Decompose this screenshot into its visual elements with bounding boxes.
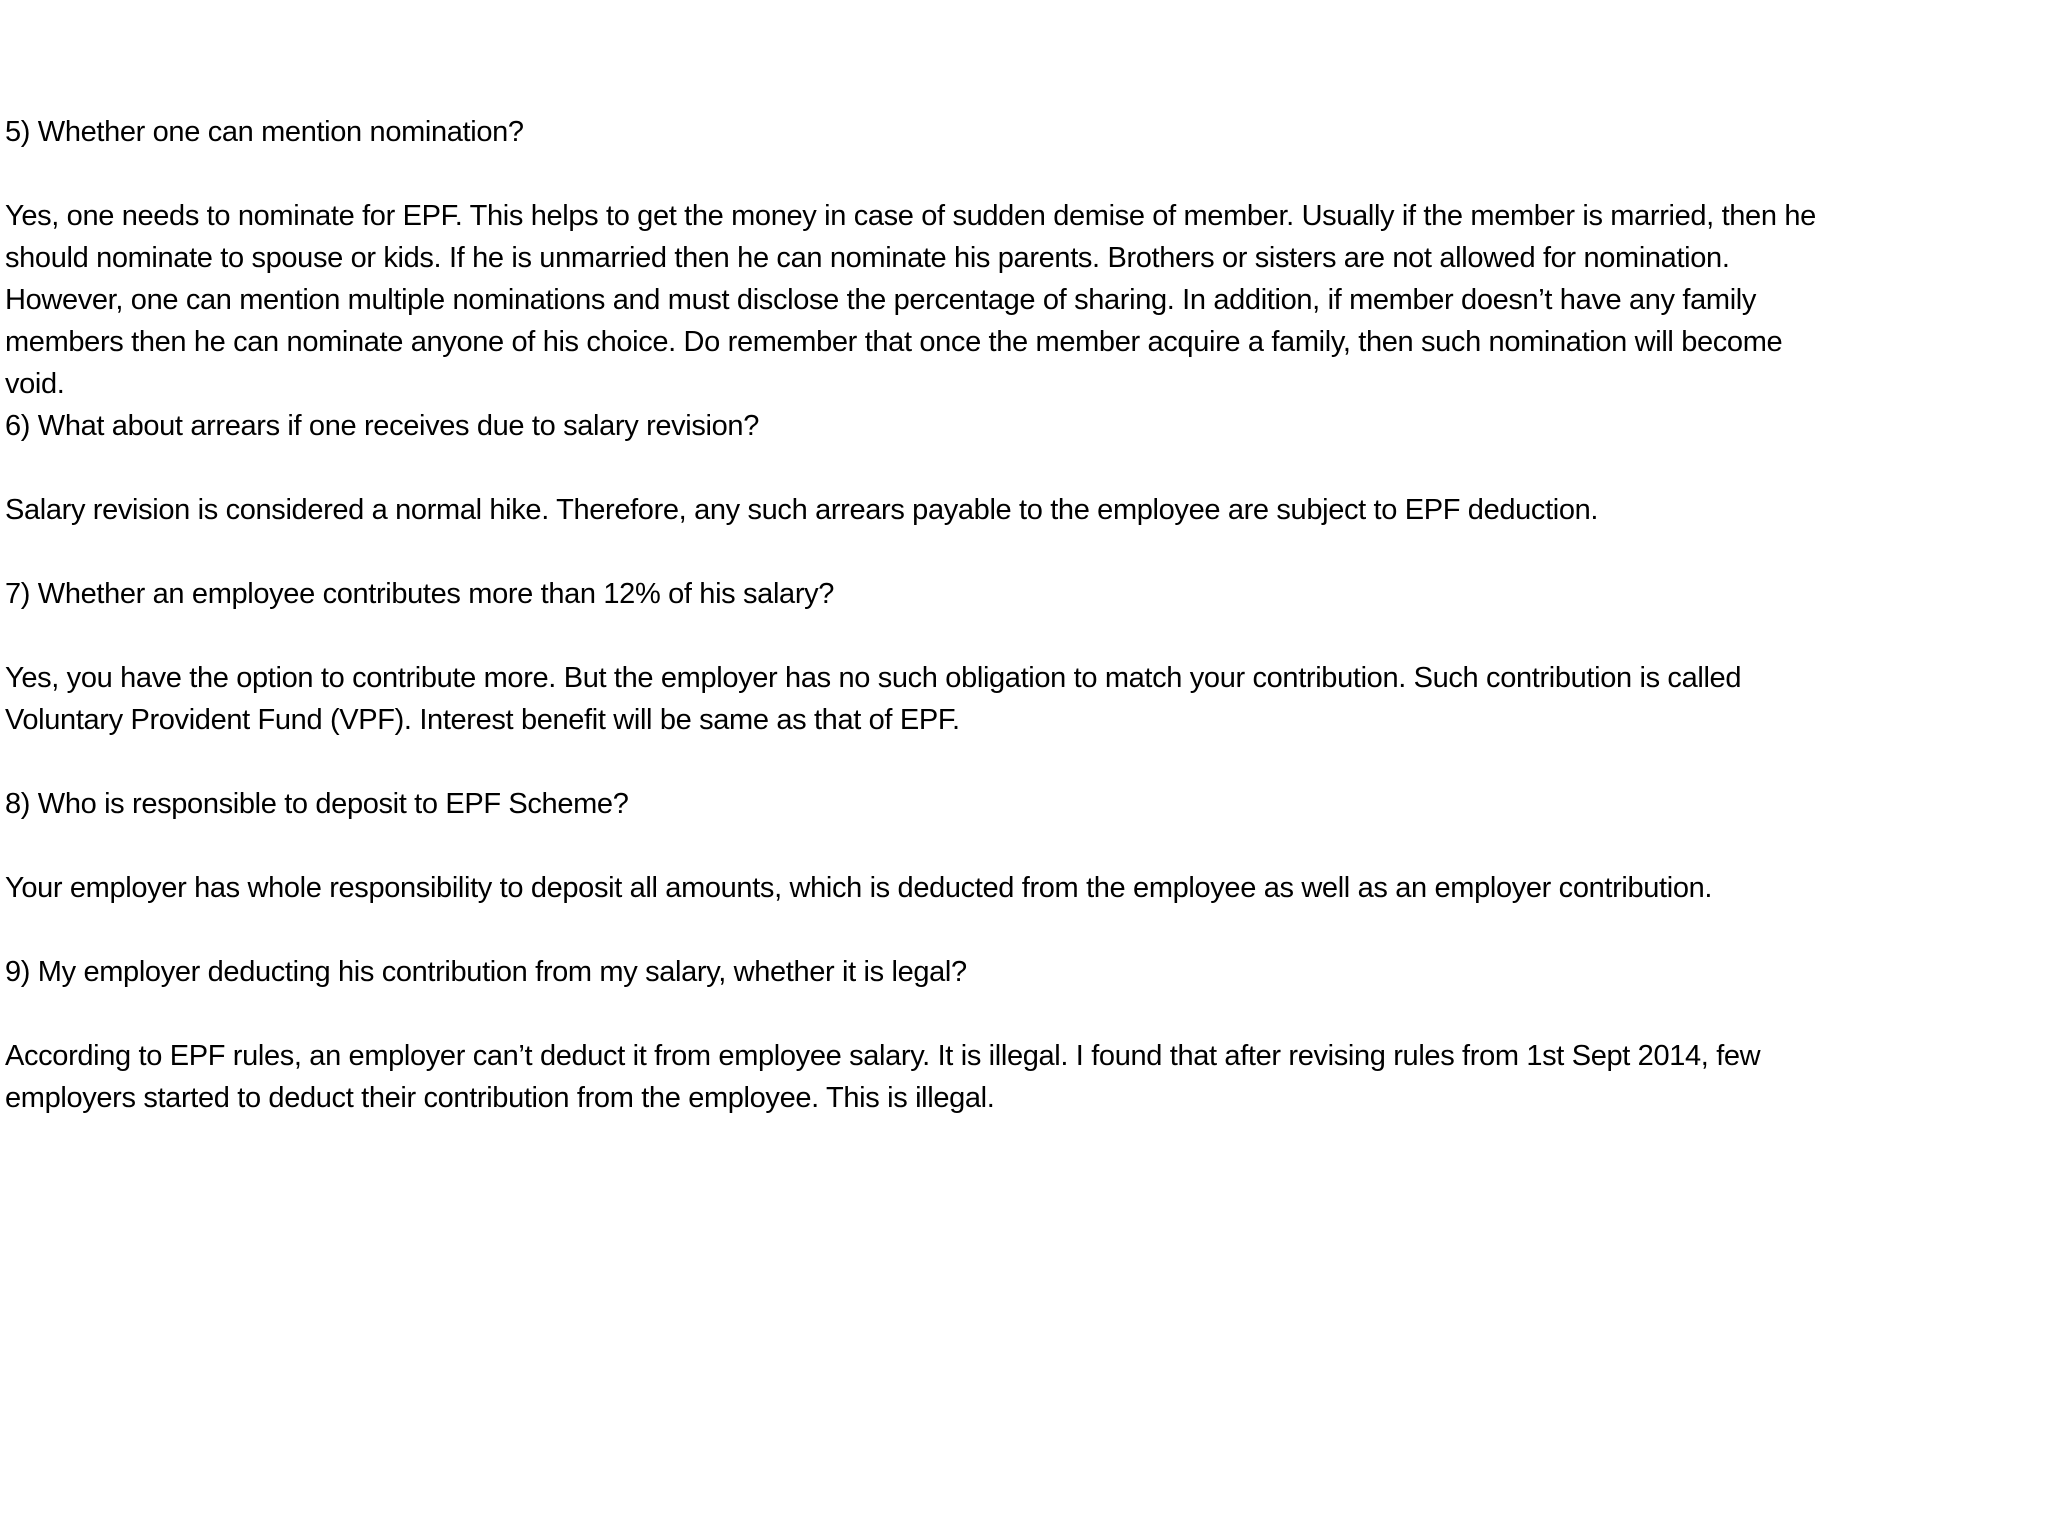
answer-9-line-2: employers started to deduct their contribution from the employee. This is illegal. xyxy=(5,1082,995,1114)
answer-8-line-1: Your employer has whole responsibility to deposit all amounts, which is deducted from the employee as well as an employer contribution. xyxy=(5,872,1713,904)
answer-7-line-2: Voluntary Provident Fund (VPF). Interest benefit will be same as that of EPF. xyxy=(5,704,960,736)
answer-7-line-1: Yes, you have the option to contribute more. But the employer has no such obligation to match your contribution. Such contribution is called xyxy=(5,662,1742,694)
question-5: 5) Whether one can mention nomination? xyxy=(5,116,524,148)
question-7: 7) Whether an employee contributes more than 12% of his salary? xyxy=(5,578,835,610)
answer-5-line-3: However, one can mention multiple nominations and must disclose the percentage of sharing. In addition, if member doesn’t have any family xyxy=(5,284,1757,316)
question-8: 8) Who is responsible to deposit to EPF Scheme? xyxy=(5,788,629,820)
answer-5-line-1: Yes, one needs to nominate for EPF. This helps to get the money in case of sudden demise of member. Usually if the member is married, then he xyxy=(5,200,1816,232)
answer-5-line-2: should nominate to spouse or kids. If he is unmarried then he can nominate his parents. Brothers or sisters are not allowed for nomination. xyxy=(5,242,1730,274)
answer-9-line-1: According to EPF rules, an employer can’t deduct it from employee salary. It is illegal. I found that after revising rules from 1st Sept 2014, few xyxy=(5,1040,1761,1072)
answer-6-line-1: Salary revision is considered a normal hike. Therefore, any such arrears payable to the employee are subject to EPF deduction. xyxy=(5,494,1599,526)
answer-5-line-5: void. xyxy=(5,368,65,400)
question-9: 9) My employer deducting his contribution from my salary, whether it is legal? xyxy=(5,956,967,988)
document-page xyxy=(5,0,2045,1536)
question-6: 6) What about arrears if one receives due to salary revision? xyxy=(5,410,759,442)
answer-5-line-4: members then he can nominate anyone of his choice. Do remember that once the member acquire a family, then such nomination will become xyxy=(5,326,1783,358)
